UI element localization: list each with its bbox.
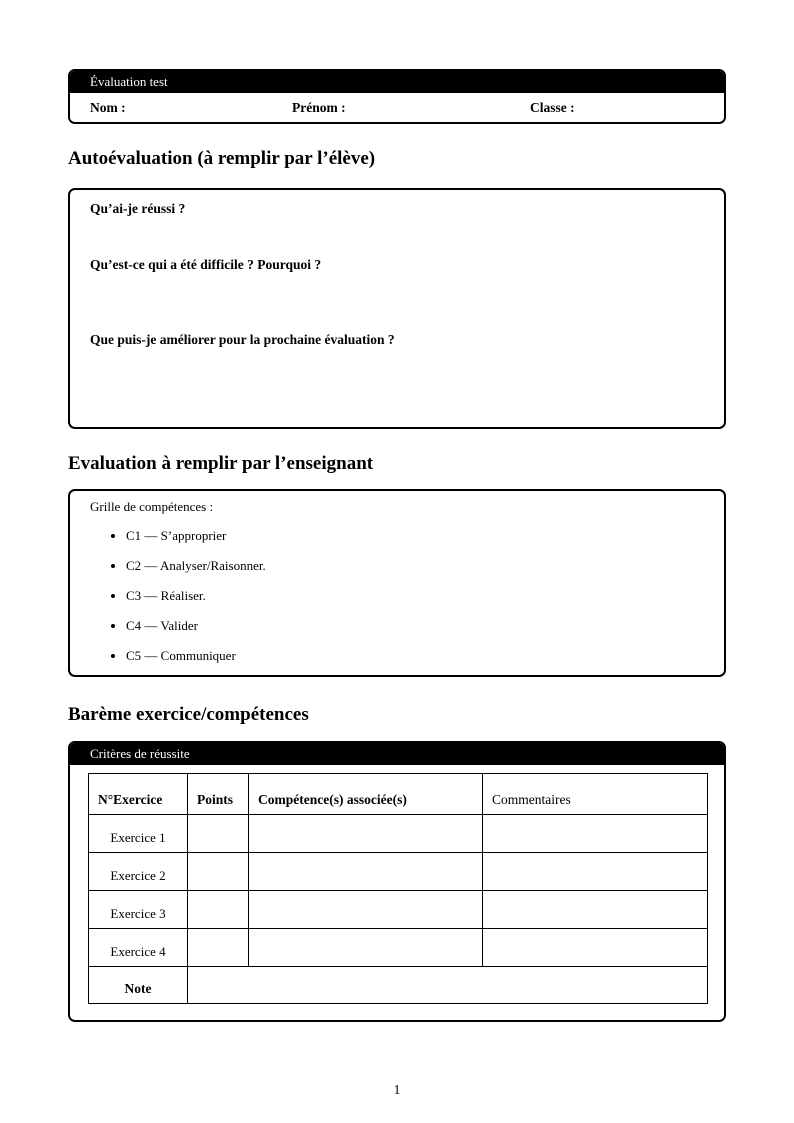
empty-cell-commentaires bbox=[483, 815, 708, 853]
empty-cell-competences bbox=[249, 815, 483, 853]
criteria-box-title-bar bbox=[70, 743, 724, 765]
row-label: Exercice 3 bbox=[89, 891, 188, 929]
empty-cell-commentaires bbox=[483, 853, 708, 891]
criteria-box-title: Critères de réussite bbox=[90, 746, 190, 761]
question-difficile: Qu’est-ce qui a été difficile ? Pourquoi ? bbox=[90, 257, 322, 272]
self-evaluation-box bbox=[68, 188, 726, 429]
empty-cell-points bbox=[188, 929, 249, 967]
competence-item-c3: • C3 — Réaliser. bbox=[126, 588, 704, 604]
table-row-exercice-2 bbox=[89, 853, 708, 891]
question-reussi: Qu’ai-je réussi ? bbox=[90, 201, 186, 216]
field-label-prenom: Prénom : bbox=[292, 99, 346, 115]
section-heading-enseignant: Evaluation à remplir par l’enseignant bbox=[68, 453, 374, 474]
field-label-nom: Nom : bbox=[90, 99, 126, 115]
header-box-title: Évaluation test bbox=[90, 74, 168, 89]
empty-cell-competences bbox=[249, 929, 483, 967]
header-box bbox=[68, 69, 726, 124]
empty-cell-competences bbox=[249, 853, 483, 891]
competence-item-c1: • C1 — S’approprier bbox=[126, 528, 704, 544]
column-header-competences: Compétence(s) associée(s) bbox=[249, 774, 483, 815]
column-header-exercice: N°Exercice bbox=[89, 774, 188, 815]
table-row-exercice-1 bbox=[89, 815, 708, 853]
row-label: Exercice 2 bbox=[89, 853, 188, 891]
empty-cell-commentaires bbox=[483, 891, 708, 929]
bareme-table bbox=[88, 773, 708, 1004]
empty-cell-points bbox=[188, 815, 249, 853]
table-header-row bbox=[89, 774, 708, 815]
empty-cell-competences bbox=[249, 891, 483, 929]
criteria-body bbox=[70, 765, 724, 1004]
empty-cell-points bbox=[188, 853, 249, 891]
competence-list bbox=[90, 528, 704, 664]
empty-cell-points bbox=[188, 891, 249, 929]
competence-item-c5: • C5 — Communiquer bbox=[126, 648, 704, 664]
table-row-exercice-4 bbox=[89, 929, 708, 967]
column-header-commentaires: Commentaires bbox=[483, 774, 708, 815]
competence-item-c2: • C2 — Analyser/Raisonner. bbox=[126, 558, 704, 574]
table-row-exercice-3 bbox=[89, 891, 708, 929]
page-number: 1 bbox=[393, 1082, 401, 1097]
criteria-box bbox=[68, 741, 726, 1022]
note-label: Note bbox=[89, 967, 188, 1004]
field-label-classe: Classe : bbox=[530, 99, 575, 115]
empty-cell-note bbox=[188, 967, 708, 1004]
competence-item-c4: • C4 — Valider bbox=[126, 618, 704, 634]
question-ameliorer: Que puis-je améliorer pour la prochaine évaluation ? bbox=[90, 332, 395, 347]
teacher-evaluation-box bbox=[68, 489, 726, 677]
header-box-title-bar bbox=[70, 71, 724, 93]
column-header-points: Points bbox=[188, 774, 249, 815]
competence-grid-label: Grille de compétences : bbox=[90, 499, 214, 514]
table-row-note bbox=[89, 967, 708, 1004]
section-heading-bareme: Barème exercice/compétences bbox=[68, 704, 309, 725]
identity-row bbox=[70, 93, 724, 122]
row-label: Exercice 1 bbox=[89, 815, 188, 853]
row-label: Exercice 4 bbox=[89, 929, 188, 967]
empty-cell-commentaires bbox=[483, 929, 708, 967]
section-heading-autoevaluation: Autoévaluation (à remplir par l’élève) bbox=[68, 148, 376, 169]
